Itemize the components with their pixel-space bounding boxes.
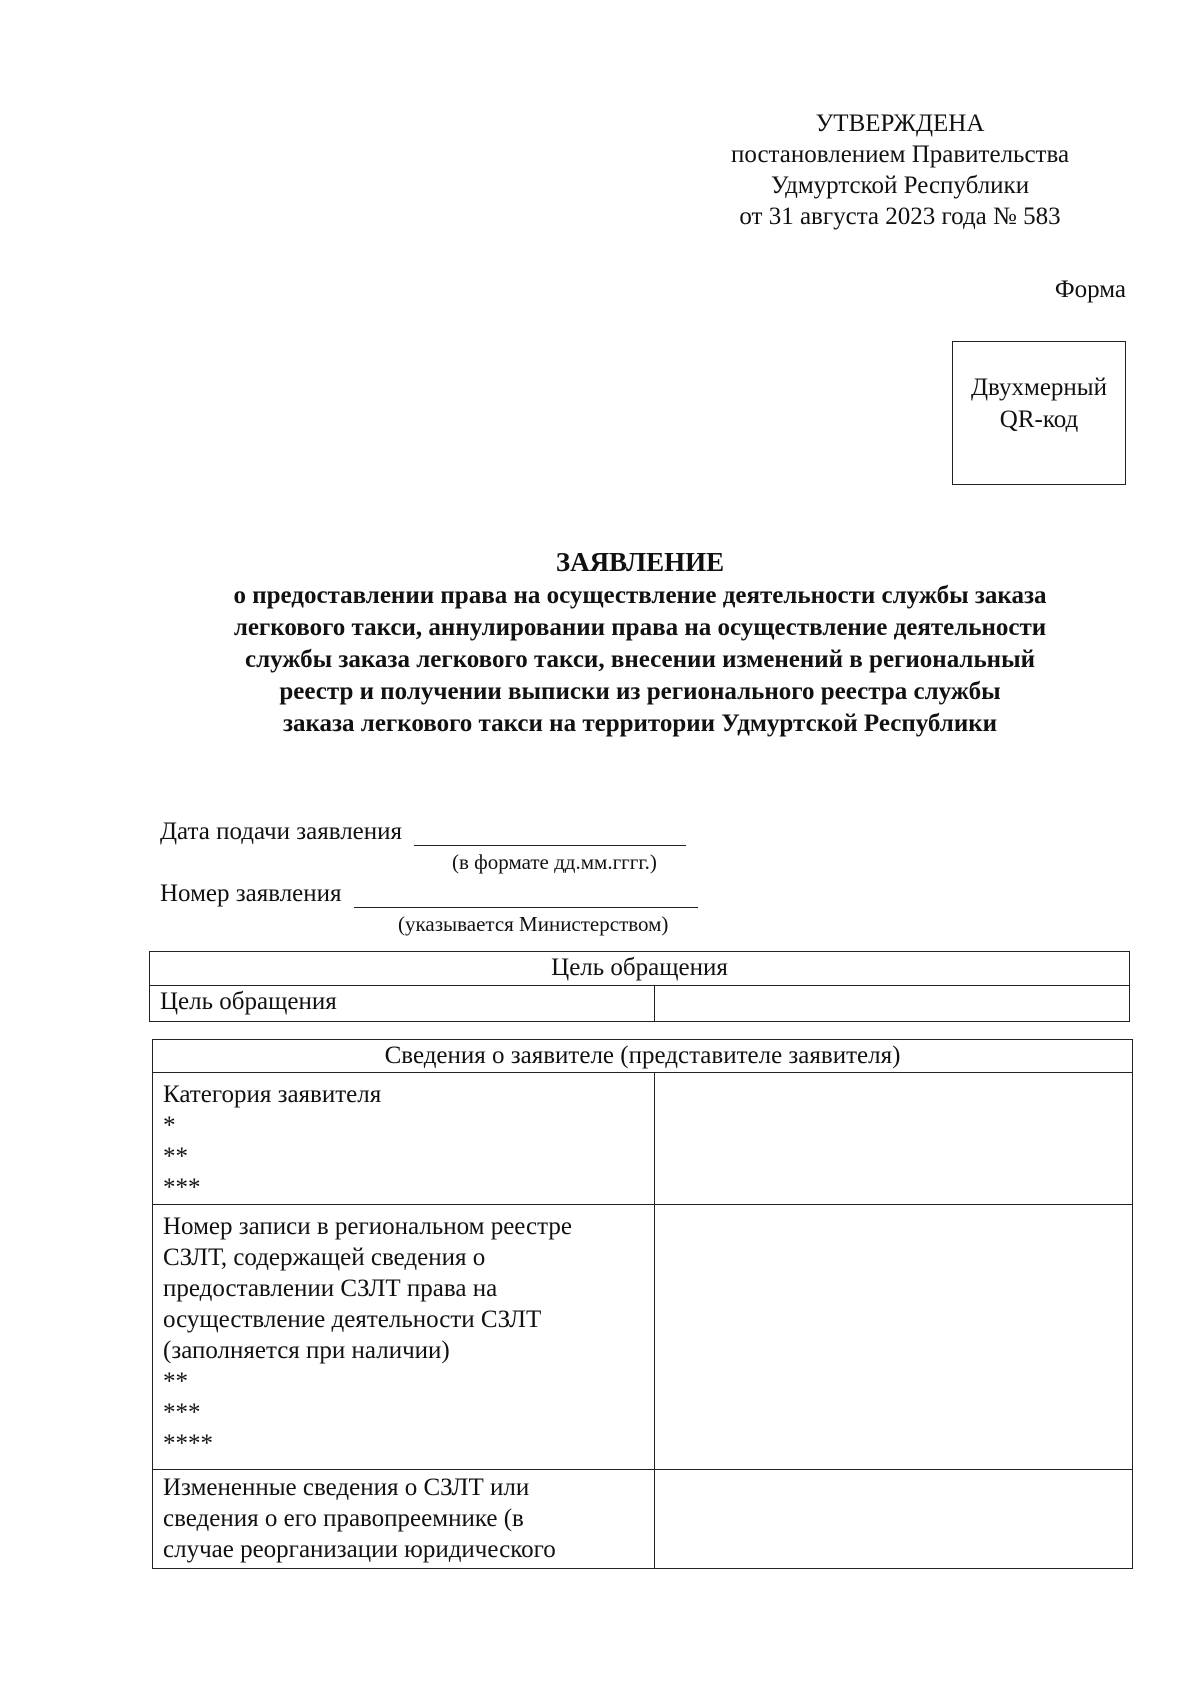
purpose-value-cell[interactable] — [655, 986, 1130, 1022]
cell-line: предоставлении СЗЛТ права на — [163, 1275, 498, 1302]
purpose-table-header: Цель обращения — [150, 952, 1130, 986]
title-line: заказа легкового такси на территории Удмуртской Республики — [282, 710, 998, 737]
title-heading: ЗАЯВЛЕНИЕ — [555, 547, 725, 577]
registry-number-cell — [153, 1205, 655, 1470]
cell-line: (заполняется при наличии) — [163, 1337, 450, 1364]
date-label: Дата подачи заявления — [160, 818, 403, 845]
applicant-table — [152, 1039, 1133, 1569]
changed-info-value[interactable] — [655, 1470, 1133, 1569]
title-line: легкового такси, аннулировании права на осуществление деятельности — [233, 614, 1047, 641]
cell-line: *** — [163, 1174, 201, 1201]
cell-line: * — [163, 1112, 176, 1139]
title-line: реестр и получении выписки из регионального реестра службы — [279, 678, 1001, 705]
registry-number-value[interactable] — [655, 1205, 1133, 1470]
form-label: Форма — [1054, 276, 1126, 303]
cell-line: ** — [163, 1143, 188, 1170]
number-field-row — [160, 880, 698, 908]
approval-title: УТВЕРЖДЕНА — [815, 110, 985, 137]
cell-line: *** — [163, 1399, 201, 1426]
title-line: о предоставлении права на осуществление деятельности службы заказа — [233, 582, 1047, 609]
purpose-table — [149, 951, 1130, 1022]
applicant-category-cell — [153, 1073, 655, 1205]
number-hint: (указывается Министерством) — [398, 912, 669, 936]
cell-line: сведения о его правопреемнике (в — [163, 1505, 524, 1532]
changed-info-cell — [153, 1470, 655, 1569]
number-label: Номер заявления — [160, 880, 342, 907]
qr-label-line: Двухмерный — [971, 374, 1107, 401]
date-field-row — [160, 818, 686, 846]
document-title — [150, 546, 1130, 740]
cell-line: **** — [163, 1430, 213, 1457]
cell-line: Измененные сведения о СЗЛТ или — [163, 1474, 530, 1501]
cell-line: Номер записи в региональном реестре — [163, 1213, 572, 1240]
cell-line: случае реорганизации юридического — [163, 1536, 556, 1563]
date-hint: (в формате дд.мм.гггг.) — [452, 850, 657, 874]
cell-line: СЗЛТ, содержащей сведения о — [163, 1244, 486, 1271]
approval-line: Удмуртской Республики — [770, 172, 1030, 199]
cell-line: осуществление деятельности СЗЛТ — [163, 1306, 542, 1333]
title-line: службы заказа легкового такси, внесении изменений в региональный — [245, 646, 1035, 673]
approval-line: постановлением Правительства — [730, 141, 1070, 168]
cell-line: ** — [163, 1368, 188, 1395]
applicant-table-header: Сведения о заявителе (представителе заявителя) — [153, 1040, 1133, 1073]
purpose-label-cell: Цель обращения — [150, 986, 655, 1022]
approval-date: от 31 августа 2023 года № 583 — [739, 203, 1061, 230]
qr-label-line: QR-код — [999, 406, 1079, 433]
qr-code-placeholder — [952, 341, 1126, 485]
cell-line: Категория заявителя — [163, 1081, 382, 1108]
date-input-line[interactable] — [414, 821, 686, 846]
applicant-category-value[interactable] — [655, 1073, 1133, 1205]
approval-block — [680, 108, 1120, 232]
number-input-line[interactable] — [354, 883, 698, 908]
